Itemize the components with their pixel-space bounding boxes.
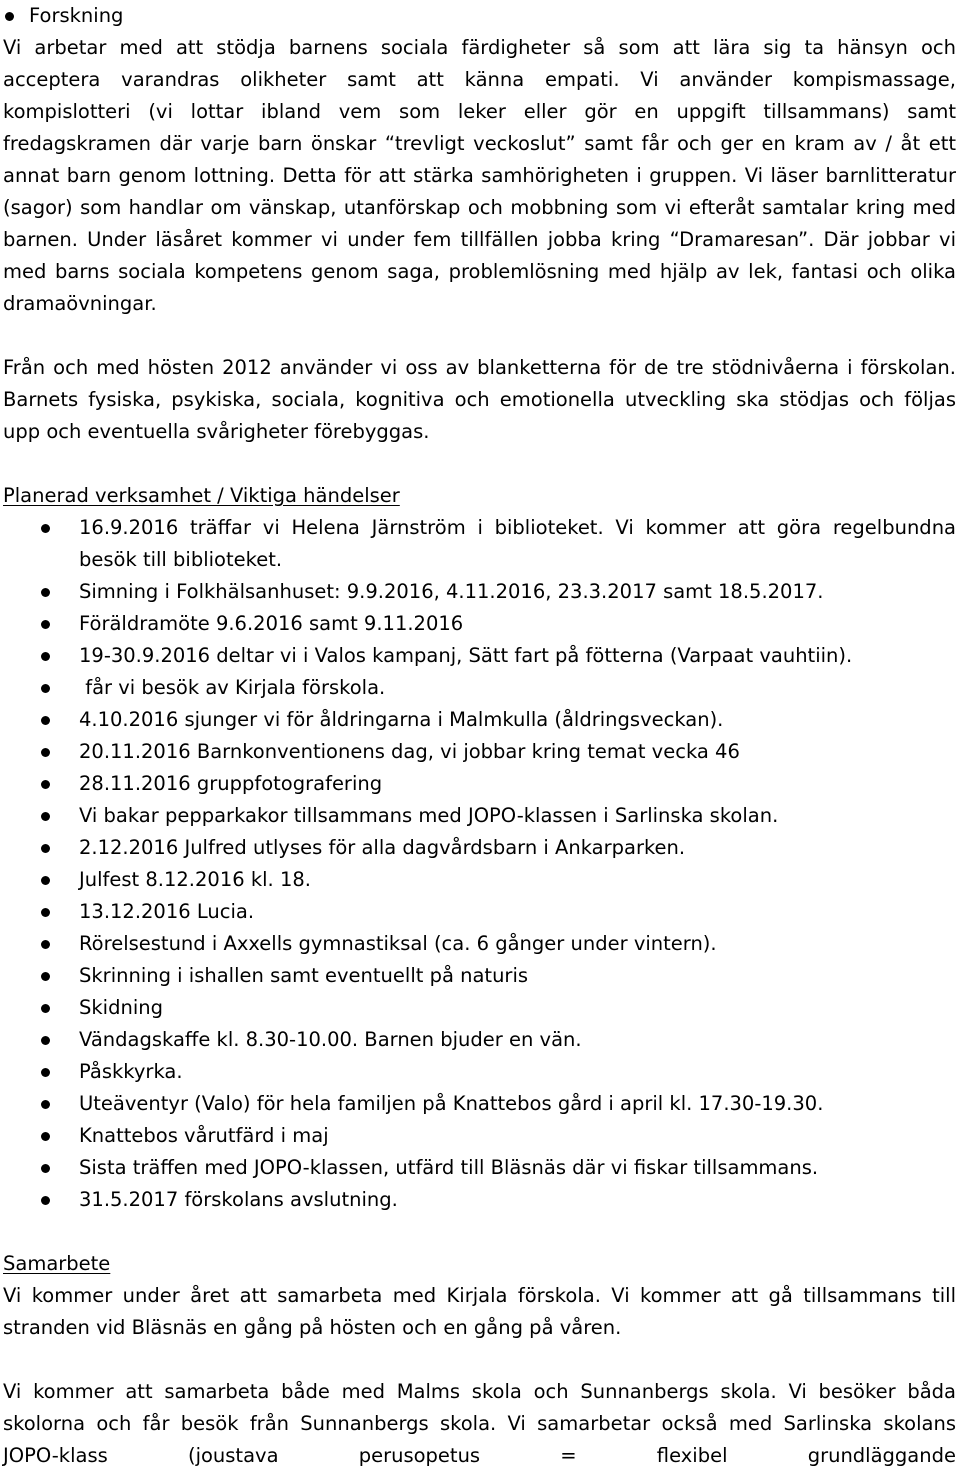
bullet-icon [41,844,50,853]
list-item: Rörelsestund i Axxells gymnastiksal (ca. 6 gånger under vintern). [3,928,956,960]
bullet-icon [41,780,50,789]
bullet-icon [41,1004,50,1013]
bullet-icon [5,12,14,21]
list-item: Påskkyrka. [3,1056,956,1088]
samarbete-paragraph-2: Vi kommer att samarbeta både med Malms skola och Sunnanbergs skola. Vi besöker båda skolorna och får besök från Sunnanbergs skola. Vi samarbetar också med Sarlinska skolans JOPO-klass (joustava perusopetus = flexibel grundläggande [3,1380,956,1467]
bullet-icon [41,1036,50,1045]
list-item: 13.12.2016 Lucia. [3,896,956,928]
samarbete-heading: Samarbete [3,1252,111,1275]
bullet-icon [41,940,50,949]
list-item: Sista träffen med JOPO-klassen, utfärd till Bläsnäs där vi fiskar tillsammans. [3,1152,956,1184]
bullet-icon [41,620,50,629]
bullet-icon [41,588,50,597]
bullet-icon [41,1132,50,1141]
bullet-icon [41,1164,50,1173]
samarbete-paragraph-1: Vi kommer under året att samarbeta med Kirjala förskola. Vi kommer att gå tillsammans till stranden vid Bläsnäs en gång på hösten och en gång på våren. [3,1284,956,1339]
planerad-heading: Planerad verksamhet / Viktiga händelser [3,484,400,507]
list-item: Skidning [3,992,956,1024]
list-item: Vi bakar pepparkakor tillsammans med JOPO-klassen i Sarlinska skolan. [3,800,956,832]
bullet-icon [41,972,50,981]
bullet-icon [41,684,50,693]
list-item: Skrinning i ishallen samt eventuellt på naturis [3,960,956,992]
bullet-icon [41,716,50,725]
forskning-title: Forskning [29,4,124,27]
events-list [3,512,956,1216]
spacer [3,1344,956,1376]
list-item: 31.5.2017 förskolans avslutning. [3,1184,956,1216]
list-item: 20.11.2016 Barnkonventionens dag, vi jobbar kring temat vecka 46 [3,736,956,768]
bullet-icon [41,812,50,821]
bullet-icon [41,524,50,533]
document-page [3,0,956,1472]
spacer [3,1216,956,1248]
list-item: 16.9.2016 träffar vi Helena Järnström i biblioteket. Vi kommer att göra regelbundna besök till biblioteket. [3,512,956,576]
spacer [3,320,956,352]
bullet-icon [41,876,50,885]
list-item: Uteäventyr (Valo) för hela familjen på Knattebos gård i april kl. 17.30-19.30. [3,1088,956,1120]
forskning-section-title [3,0,956,32]
list-item: 2.12.2016 Julfred utlyses för alla dagvårdsbarn i Ankarparken. [3,832,956,864]
forskning-paragraph-1: Vi arbetar med att stödja barnens sociala färdigheter så som att lära sig ta hänsyn och acceptera varandras olikheter samt att känna empati. Vi använder kompismassage, kompislotteri (vi lottar ibland vem som leker eller gör en uppgift tillsammans) samt fredagskramen där varje barn önskar “trevligt veckoslut” samt får och ger en kram av / åt ett annat barn genom lottning. Detta för att stärka samhörigheten i gruppen. Vi läser barnlitteratur (sagor) som handlar om vänskap, utanförskap och mobbning som vi efteråt samtalar kring med barnen. Under läsåret kommer vi under fem tillfällen jobba kring “Dramaresan”. Där jobbar vi med barns sociala kompetens genom saga, problemlösning med hjälp av lek, fantasi och olika dramaövningar. [3,36,956,315]
list-item: 28.11.2016 gruppfotografering [3,768,956,800]
list-item: 4.10.2016 sjunger vi för åldringarna i Malmkulla (åldringsveckan). [3,704,956,736]
list-item: Knattebos vårutfärd i maj [3,1120,956,1152]
bullet-icon [41,908,50,917]
list-item: Föräldramöte 9.6.2016 samt 9.11.2016 [3,608,956,640]
list-item: får vi besök av Kirjala förskola. [3,672,956,704]
forskning-paragraph-2: Från och med hösten 2012 använder vi oss av blanketterna för de tre stödnivåerna i förskolan. Barnets fysiska, psykiska, sociala, kognitiva och emotionella utveckling ska stödjas och följas upp och eventuella svårigheter förebyggas. [3,356,956,443]
list-item: Vändagskaffe kl. 8.30-10.00. Barnen bjuder en vän. [3,1024,956,1056]
list-item: 19-30.9.2016 deltar vi i Valos kampanj, Sätt fart på fötterna (Varpaat vauhtiin). [3,640,956,672]
bullet-icon [41,1196,50,1205]
list-item: Simning i Folkhälsanhuset: 9.9.2016, 4.11.2016, 23.3.2017 samt 18.5.2017. [3,576,956,608]
bullet-icon [41,652,50,661]
bullet-icon [41,748,50,757]
bullet-icon [41,1100,50,1109]
spacer [3,448,956,480]
bullet-icon [41,1068,50,1077]
list-item: Julfest 8.12.2016 kl. 18. [3,864,956,896]
